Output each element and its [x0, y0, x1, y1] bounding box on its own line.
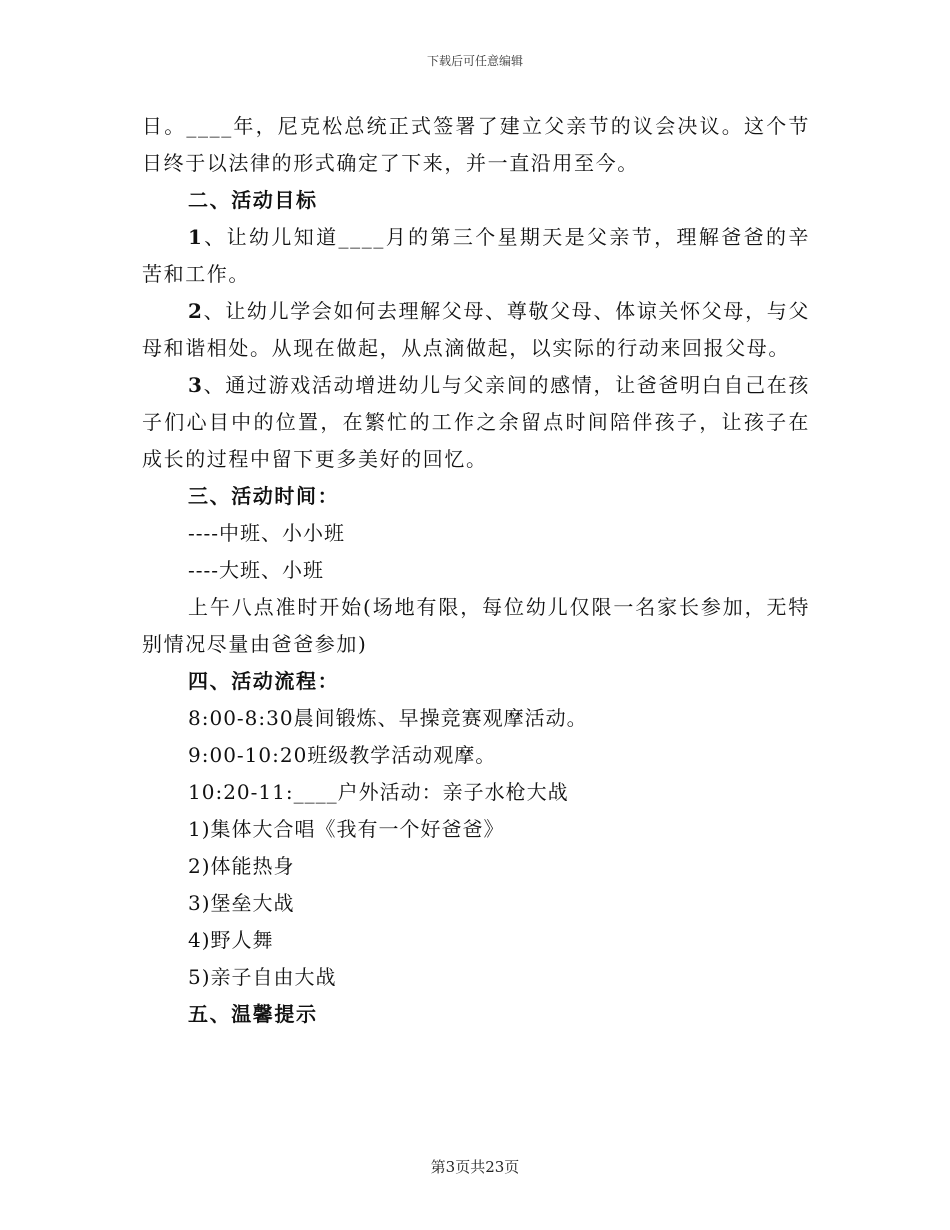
page-header: 下载后可任意编辑	[426, 54, 523, 68]
process-line: 8:00-8:30晨间锻炼、早操竞赛观摩活动。	[188, 706, 588, 730]
section-heading-goals: 二、活动目标	[188, 188, 318, 212]
process-line: 1)集体大合唱《我有一个好爸爸》	[188, 817, 505, 841]
goal-item-2	[142, 293, 810, 367]
goal-item-1	[142, 219, 810, 293]
time-note: 上午八点准时开始(场地有限，每位幼儿仅限一名家长参加，无特别情况尽量由爸爸参加)	[142, 595, 810, 656]
process-line: 10:20-11:____户外活动：亲子水枪大战	[188, 780, 569, 804]
goal-number: 3	[188, 373, 204, 397]
section-heading-process: 四、活动流程：	[188, 669, 340, 693]
section-heading-tips: 五、温馨提示	[188, 1002, 318, 1026]
goal-number: 2	[188, 299, 204, 323]
goal-text: 、让幼儿学会如何去理解父母、尊敬父母、体谅关怀父母，与父母和谐相处。从现在做起，从点滴做起，以实际的行动来回报父母。	[142, 299, 810, 360]
process-line: 2)体能热身	[188, 854, 295, 878]
section-heading-time: 三、活动时间：	[188, 484, 340, 508]
process-line: 9:00-10:20班级教学活动观摩。	[188, 743, 497, 767]
goal-item-3	[142, 367, 810, 478]
process-line: 3)堡垒大战	[188, 891, 295, 915]
time-line-2: ----大班、小班	[188, 558, 325, 582]
goal-text: 、让幼儿知道____月的第三个星期天是父亲节，理解爸爸的辛苦和工作。	[142, 225, 810, 286]
intro-paragraph: 日。____年，尼克松总统正式签署了建立父亲节的议会决议。这个节日终于以法律的形式确定了下来，并一直沿用至今。	[142, 114, 810, 175]
time-line-1: ----中班、小小班	[188, 521, 346, 545]
goal-number: 1	[188, 225, 204, 249]
goal-text: 、通过游戏活动增进幼儿与父亲间的感情，让爸爸明白自己在孩子们心目中的位置，在繁忙的工作之余留点时间陪伴孩子，让孩子在成长的过程中留下更多美好的回忆。	[142, 373, 810, 471]
process-line: 4)野人舞	[188, 928, 274, 952]
page-footer: 第3页共23页	[430, 1158, 520, 1176]
process-line: 5)亲子自由大战	[188, 965, 337, 989]
document-body	[142, 108, 810, 1033]
